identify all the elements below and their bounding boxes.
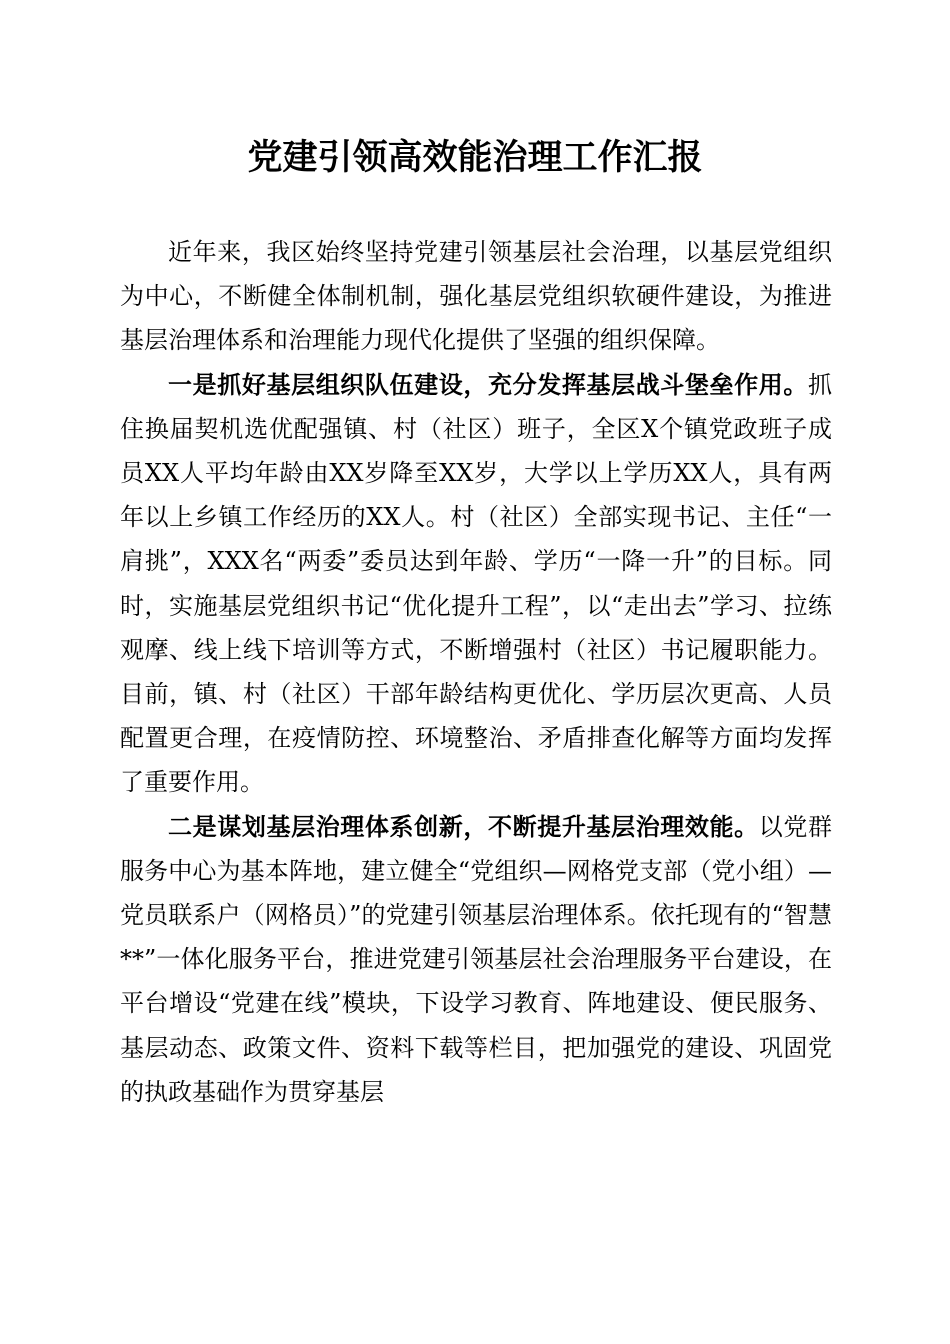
paragraph-lead: 一是抓好基层组织队伍建设，充分发挥基层战斗堡垒作用。 [168,369,808,399]
paragraph-text: 抓住换届契机选优配强镇、村（社区）班子，全区X个镇党政班子成员XX人平均年龄由XX岁降至XX岁，大学以上学历XX人，具有两年以上乡镇工作经历的XX人。村（社区）全部实现书记、主任“一肩挑”，XXX名“两委”委员达到年龄、学历“一降一升”的目标。同时，实施基层党组织书记“优化提升工程”，以“走出去”学习、拉练观摩、线上线下培训等方式，不断增强村（社区）书记履职能力。目前，镇、村（社区）干部年龄结构更优化、学历层次更高、人员配置更合理，在疫情防控、环境整治、矛盾排查化解等方面均发挥了重要作用。 [120,370,832,797]
document-title: 党建引领高效能治理工作汇报 [247,137,703,178]
paragraph-section-one [120,363,832,805]
paragraph-section-two [120,805,832,1114]
paragraph-text: 以党群服务中心为基本阵地，建立健全“党组织—网格党支部（党小组）—党员联系户（网格员）”的党建引领基层治理体系。依托现有的“智慧**”一体化服务平台，推进党建引领基层社会治理服务平台建设，在平台增设“党建在线”模块，下设学习教育、阵地建设、便民服务、基层动态、政策文件、资料下载等栏目，把加强党的建设、巩固党的执政基础作为贯穿基层 [120,812,833,1106]
paragraph-text: 近年来，我区始终坚持党建引领基层社会治理，以基层党组织为中心，不断健全体制机制，强化基层党组织软硬件建设，为推进基层治理体系和治理能力现代化提供了坚强的组织保障。 [120,238,832,355]
paragraph-lead: 二是谋划基层治理体系创新，不断提升基层治理效能。 [168,811,759,841]
paragraph-intro [120,230,832,363]
document-body [120,230,832,1114]
